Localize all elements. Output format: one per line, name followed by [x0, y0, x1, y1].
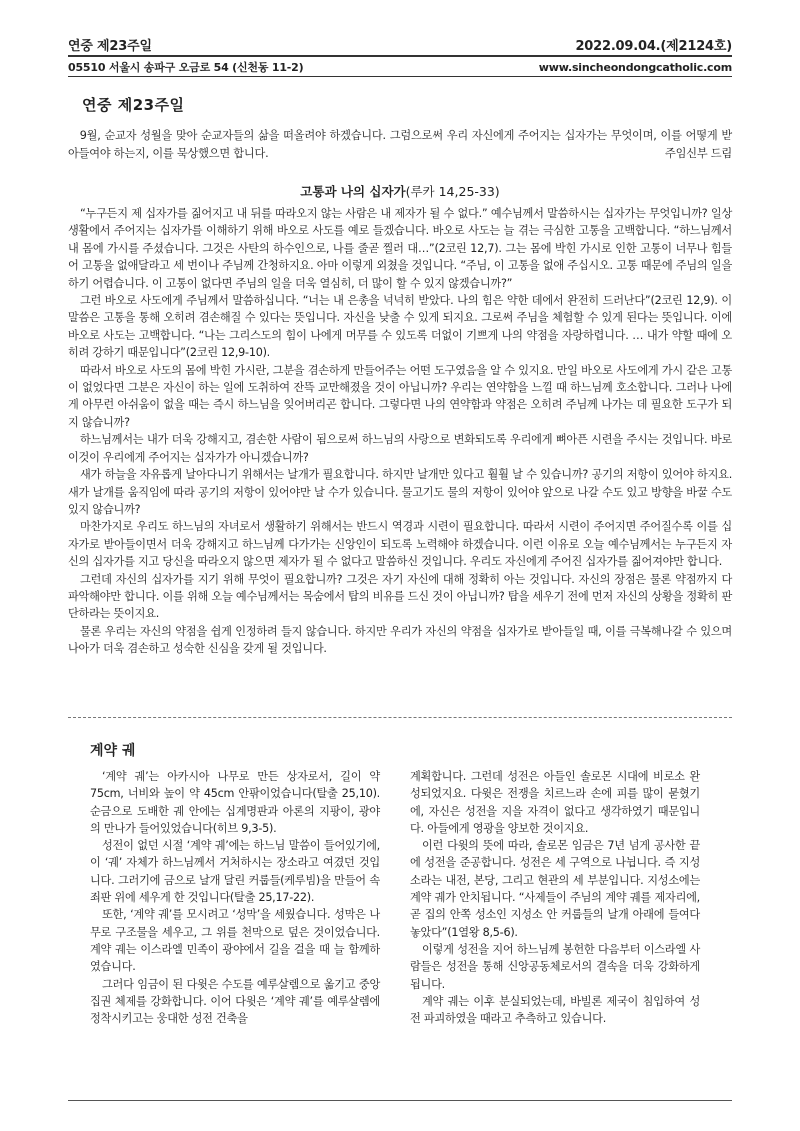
column-paragraph: 또한, ‘계약 궤’를 모시려고 ‘성막’을 세웠습니다. 성막은 나무로 구조물을 세우고, 그 위를 천막으로 덮은 것이었습니다. 계약 궤는 이스라엘 민족이 광야에서 길을 걸을 때 늘 함께하였습니다. — [90, 908, 380, 974]
header-top — [68, 33, 732, 57]
page-title: 연중 제23주일 — [82, 96, 185, 114]
column-paragraph: 그러다 임금이 된 다윗은 수도를 예루살렘으로 옮기고 중앙집권 체제를 강화합니다. 이어 다윗은 ‘계약 궤’를 예루살렘에 정착시키고는 웅대한 성전 건축을 — [90, 977, 380, 1026]
intro-paragraph — [68, 127, 732, 163]
column-paragraph: 계획합니다. 그런데 성전은 아들인 솔로몬 시대에 비로소 완성되었지요. 다윗은 전쟁을 치르느라 손에 피를 많이 묻혔기에, 자신은 성전을 지을 자격이 없다고 생각하였기 때문입니다. 아들에게 영광을 양보한 것이지요. — [410, 770, 700, 835]
homily-paragraph: “누구든지 제 십자가를 짊어지고 내 뒤를 따라오지 않는 사람은 내 제자가 될 수 없다.” 예수님께서 말씀하시는 십자가는 무엇입니까? 일상생활에서 주어지는 십자가를 이해하기 위해 바오로 사도를 예로 들겠습니다. 바오로 사도는 늘 겪는 극심한 고통을 고백합니다. “하느님께서 내 몸에 가시를 주셨습니다. 그것은 사탄의 하수인으로, 나를 줄곧 찔러 대…”(2코린 12,7). 그는 몸에 박힌 가시로 인한 고통이 너무나 힘들어 고통을 없애달라고 세 번이나 주님께 간청하지요. 아마 이렇게 외쳤을 것입니다. “주님, 이 고통을 없애 주십시오. 고통 때문에 주님의 일을 하기 어렵습니다. 이 고통이 없다면 주님의 일을 더욱 열심히, 더 많이 할 수 있지 않겠습니까?” — [68, 207, 732, 290]
homily-paragraph: 그런 바오로 사도에게 주님께서 말씀하십니다. “너는 내 은총을 넉넉히 받았다. 나의 힘은 약한 데에서 완전히 드러난다”(2코린 12,9). 이 말씀은 고통을 통해 오히려 겸손해질 수 있다는 뜻입니다. 자신을 낮출 수 있게 되지요. 그로써 주님을 체험할 수 있게 된다는 뜻입니다. 이에 바오로 사도는 고백합니다. “나는 그리스도의 힘이 나에게 머무를 수 있도록 더없이 기쁘게 나의 약점을 자랑하렵니다. … 내가 약할 때에 오히려 강하기 때문입니다”(2코린 12,9-10). — [68, 294, 732, 360]
header-website-link[interactable]: www.sincheondongcatholic.com — [538, 60, 732, 74]
homily-paragraph: 그런데 자신의 십자가를 지기 위해 무엇이 필요합니까? 그것은 자기 자신에 대해 정확히 아는 것입니다. 자신의 장점은 물론 약점까지 다 파악해야만 합니다. 이를 위해 오늘 예수님께서는 목숨에서 탑의 비유를 드신 것이 아닙니까? 탑을 세우기 전에 먼저 자신의 상황을 정확히 판단하라는 뜻이지요. — [68, 572, 732, 621]
section-title: 계약 궤 — [90, 743, 136, 759]
homily-paragraph: 새가 하늘을 자유롭게 날아다니기 위해서는 날개가 필요합니다. 하지만 날개만 있다고 훨훨 날 수 있습니까? 공기의 저항이 있어야 하지요. 새가 날개를 움직임에 따라 공기의 저항이 있어야만 날 수가 있습니다. 물고기도 물의 저항이 있어야 앞으로 나갈 수도 있고 방향을 바꿀 수도 있지 않습니까? — [68, 468, 732, 516]
header-address-row — [68, 58, 732, 77]
column-paragraph: 계약 궤는 이후 분실되었는데, 바빌론 제국이 침입하여 성전 파괴하였을 때라고 추측하고 있습니다. — [410, 994, 700, 1026]
two-column-body — [90, 768, 700, 1027]
column-paragraph: 성전이 없던 시절 ‘계약 궤’에는 하느님 말씀이 들어있기에, 이 ‘궤’ 자체가 하느님께서 거처하시는 장소라고 여겼던 것입니다. 그러기에 금으로 날개 달린 커룹들(케루빔)을 만들어 속죄판 위에 세우게 한 것입니다(탈출 25,17-22). — [90, 839, 380, 905]
reading-title: 고통과 나의 십자가 — [300, 184, 406, 199]
homily-paragraph: 물론 우리는 자신의 약점을 쉽게 인정하려 들지 않습니다. 하지만 우리가 자신의 약점을 십자가로 받아들일 때, 이를 극복해나갈 수 있으며 나아가 더욱 겸손하고 성숙한 신심을 갖게 될 것입니다. — [68, 624, 732, 656]
header-date: 2022.09.04.(제2124호) — [575, 38, 732, 54]
column-paragraph: 이렇게 성전을 지어 하느님께 봉헌한 다음부터 이스라엘 사람들은 성전을 통해 신앙공동체로서의 결속을 더욱 강화하게 됩니다. — [410, 942, 700, 991]
right-column — [410, 768, 700, 1027]
intro-signature: 주임신부 드림 — [665, 147, 732, 160]
homily-paragraph: 하느님께서는 내가 더욱 강해지고, 겸손한 사람이 됨으로써 하느님의 사랑으로 변화되도록 우리에게 뼈아픈 시련을 주시는 것입니다. 바로 이것이 우리에게 주어지는 십자가가 아니겠습니까? — [68, 433, 732, 464]
reading-reference: (루카 14,25-33) — [405, 184, 500, 199]
homily-paragraph: 마찬가지로 우리도 하느님의 자녀로서 생활하기 위해서는 반드시 역경과 시련이 필요합니다. 따라서 시련이 주어지면 주어질수록 이를 십자가로 받아들이면서 더욱 강해지고 하느님께 다가가는 신앙인이 되도록 노력해야 하겠습니다. 이런 이유로 오늘 예수님께서는 누구든지 자신의 십자가를 지고 당신을 따라오지 않으면 제자가 될 수 없다고 말씀하신 것입니다. 우리도 자신에게 주어진 십자가를 짊어져야만 합니다. — [68, 520, 732, 569]
column-paragraph: 이런 다윗의 뜻에 따라, 솔로몬 임금은 7년 넘게 공사한 끝에 성전을 준공합니다. 성전은 세 구역으로 나뉩니다. 즉 지성소라는 내전, 본당, 그리고 현관의 세 부분입니다. 지성소에는 계약 궤가 안치됩니다. “사제들이 주님의 계약 궤를 제자리에, 곧 집의 안쪽 성소인 지성소 안 커룹들의 날개 아래에 들여다 놓았다”(1열왕 8,5-6). — [410, 839, 700, 939]
column-paragraph: ‘계약 궤’는 아카시아 나무로 만든 상자로서, 길이 약 75cm, 너비와 높이 약 45cm 안팎이었습니다(탈출 25,10). 순금으로 도배한 궤 안에는 십계명판과 아론의 지팡이, 광야의 만나가 들어있었습니다(히브 9,3-5). — [90, 770, 380, 835]
section-divider — [68, 717, 732, 718]
header-section: 연중 제23주일 — [68, 38, 152, 54]
reading-heading — [68, 182, 732, 200]
footer-rule — [68, 1100, 732, 1101]
intro-text: 9월, 순교자 성월을 맞아 순교자들의 삶을 떠올려야 하겠습니다. 그럼으로써 우리 자신에게 주어지는 십자가는 무엇이며, 이를 어떻게 받아들여야 하는지, 이를 묵상했으면 합니다. — [68, 129, 732, 160]
header-address: 05510 서울시 송파구 오금로 54 (신천동 11-2) — [68, 61, 304, 74]
homily-body — [68, 205, 732, 658]
left-column — [90, 768, 380, 1027]
homily-paragraph: 따라서 바오로 사도의 몸에 박힌 가시란, 그분을 겸손하게 만들어주는 어떤 도구였음을 알 수 있지요. 만일 바오로 사도에게 가시 같은 고통이 없었다면 그분은 자신이 하는 일에 도취하여 잔뜩 교만해졌을 것이 아닙니까? 우리는 연약함을 느낄 때 하느님께 호소합니다. 그러나 나에게 아무런 아쉬움이 없을 때는 즉시 하느님을 잊어버리곤 합니다. 그렇다면 나의 연약함과 약점은 오히려 주님께 나가는 데 필요한 도구가 되지 않습니까? — [68, 363, 732, 429]
